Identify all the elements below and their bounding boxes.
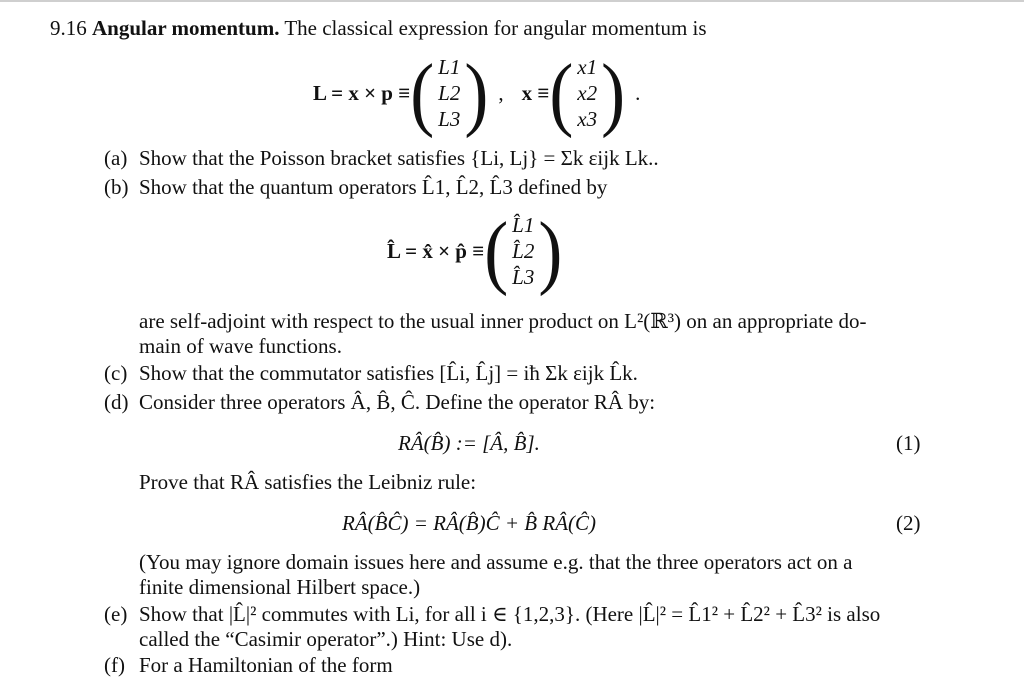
eq-b-lhs: L̂ = x̂ × p̂ ≡ <box>387 239 485 263</box>
problem-title: Angular momentum. <box>92 16 280 40</box>
L-components <box>438 54 460 132</box>
part-d-note2: finite dimensional Hilbert space.) <box>139 575 421 599</box>
eq-end: . <box>635 81 641 105</box>
part-b-cont1: are self-adjoint with respect to the usual inner product on L²(ℝ³) on an appropriate do- <box>139 309 867 333</box>
part-d-label: (d) <box>104 390 129 414</box>
part-b-cont2: main of wave functions. <box>139 334 342 358</box>
part-c-text: Show that the commutator satisfies [L̂i, L̂j] = iħ Σk εijk L̂k. <box>139 361 638 385</box>
part-e-line2: called the “Casimir operator”.) Hint: Use d). <box>139 627 513 651</box>
part-d-text: Consider three operators Â, B̂, Ĉ. Define the operator RÂ by: <box>139 390 656 414</box>
right-paren: ) <box>538 205 563 297</box>
part-b-text: Show that the quantum operators L̂1, L̂2, L̂3 defined by <box>139 175 608 199</box>
x-components <box>577 54 597 132</box>
x-vector <box>549 47 626 139</box>
problem-intro: The classical expression for angular momentum is <box>284 16 707 40</box>
part-a-text: Show that the Poisson bracket satisfies {Li, Lj} = Σk εijk Lk.. <box>139 146 659 170</box>
part-f-label: (f) <box>104 653 125 677</box>
right-paren: ) <box>601 47 626 139</box>
Lhat2: L̂2 <box>512 239 535 263</box>
L3: L3 <box>438 107 461 131</box>
L1: L1 <box>438 55 461 79</box>
problem-number: 9.16 <box>50 16 87 40</box>
eq-lhs: L = x × p ≡ <box>313 81 411 105</box>
L2: L2 <box>438 81 461 105</box>
part-e-label: (e) <box>104 602 128 626</box>
Lhat1: L̂1 <box>512 213 535 237</box>
equation-1-number: (1) <box>896 431 921 455</box>
equation-1: RÂ(B̂) := [Â, B̂]. <box>398 431 540 455</box>
x3: x3 <box>577 107 598 131</box>
equation-quantum-L <box>387 206 562 296</box>
part-a-label: (a) <box>104 146 128 170</box>
left-paren: ( <box>484 205 509 297</box>
Lhat-components <box>512 212 534 290</box>
right-paren: ) <box>464 47 489 139</box>
problem-heading <box>50 16 707 40</box>
eq-separator: , <box>498 81 504 105</box>
Lhat3: L̂3 <box>512 265 535 289</box>
x-def: x ≡ <box>521 81 550 105</box>
part-b-label: (b) <box>104 175 129 199</box>
left-paren: ( <box>410 47 435 139</box>
top-border <box>0 0 1024 2</box>
part-c-label: (c) <box>104 361 128 385</box>
L-vector <box>410 47 489 139</box>
part-e-line1: Show that |L̂|² commutes with Li, for all i ∈ {1,2,3}. (Here |L̂|² = L̂1² + L̂2² + L̂3² is also <box>139 602 881 626</box>
x2: x2 <box>577 81 598 105</box>
equation-2-number: (2) <box>896 511 921 535</box>
part-d-note1: (You may ignore domain issues here and assume e.g. that the three operators act on a <box>139 550 853 574</box>
equation-angular-momentum <box>313 47 641 139</box>
Lhat-vector <box>484 205 563 297</box>
part-f-text: For a Hamiltonian of the form <box>139 653 393 677</box>
part-d-leibniz: Prove that RÂ satisfies the Leibniz rule: <box>139 470 477 494</box>
left-paren: ( <box>549 47 574 139</box>
x1: x1 <box>577 55 598 79</box>
equation-2: RÂ(B̂Ĉ) = RÂ(B̂)Ĉ + B̂ RÂ(Ĉ) <box>342 511 597 535</box>
